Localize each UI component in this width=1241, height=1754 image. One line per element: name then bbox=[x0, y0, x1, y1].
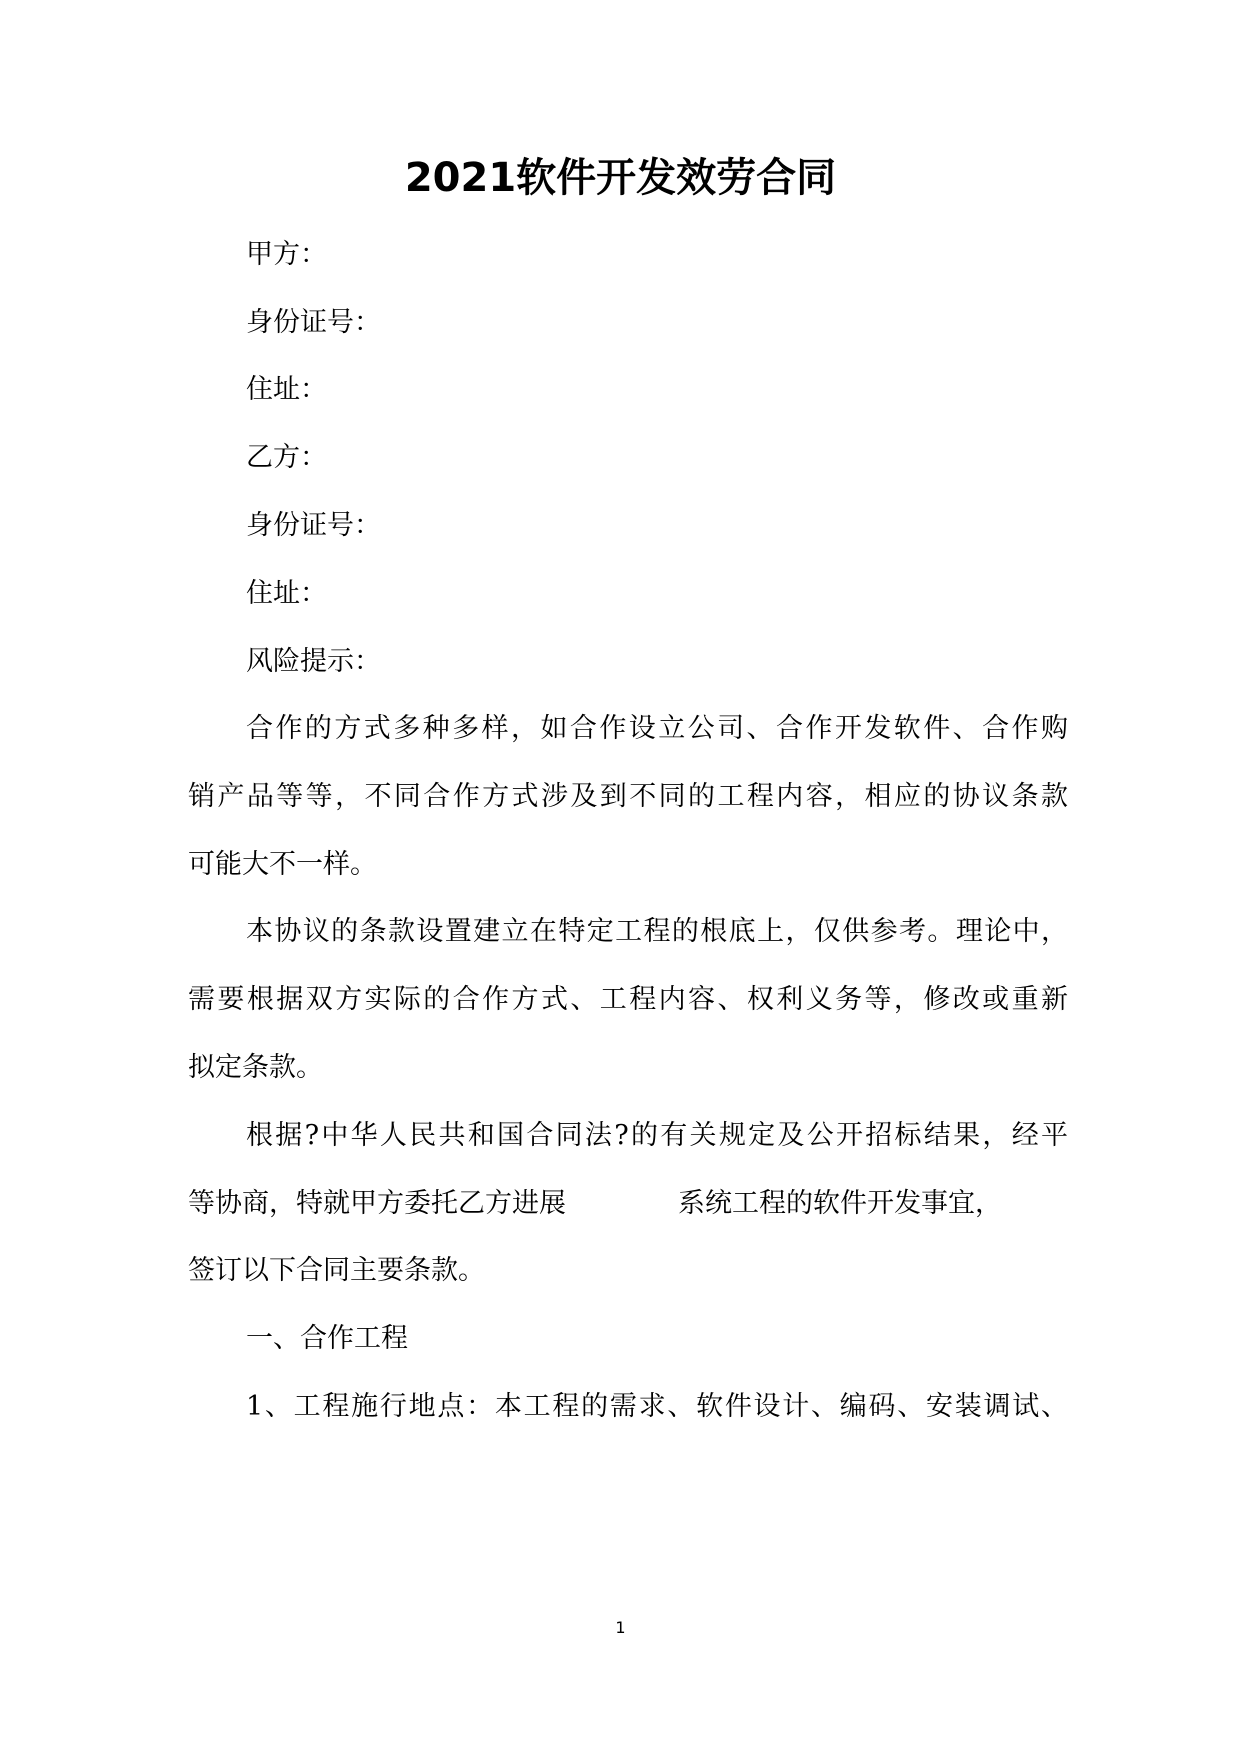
paragraph-line: 销产品等等，不同合作方式涉及到不同的工程内容，相应的协议条款 bbox=[188, 781, 1068, 812]
paragraph-line: 拟定条款。 bbox=[188, 1052, 323, 1083]
page-number: 1 bbox=[615, 1618, 626, 1637]
list-item: 1、工程施行地点：本工程的需求、软件设计、编码、安装调试、 bbox=[246, 1391, 1068, 1422]
section-heading: 一、合作工程 bbox=[246, 1323, 408, 1354]
paragraph-text: 等协商，特就甲方委托乙方进展 bbox=[188, 1188, 566, 1219]
paragraph-line: 本协议的条款设置建立在特定工程的根底上，仅供参考。理论中， bbox=[246, 916, 1068, 947]
field-party-a-id: 身份证号： bbox=[246, 307, 381, 338]
paragraph-line: 根据?中华人民共和国合同法?的有关规定及公开招标结果，经平 bbox=[246, 1120, 1068, 1151]
paragraph-text: 系统工程的软件开发事宜， bbox=[678, 1188, 1002, 1219]
document-title: 2021软件开发效劳合同 bbox=[404, 155, 837, 201]
field-party-a-address: 住址： bbox=[246, 374, 327, 405]
risk-notice-label: 风险提示： bbox=[246, 646, 381, 677]
field-party-a: 甲方： bbox=[246, 239, 327, 270]
paragraph-line: 可能大不一样。 bbox=[188, 849, 377, 880]
field-party-b-address: 住址： bbox=[246, 578, 327, 609]
paragraph-line: 签订以下合同主要条款。 bbox=[188, 1255, 485, 1286]
paragraph-line: 合作的方式多种多样，如合作设立公司、合作开发软件、合作购 bbox=[246, 713, 1068, 744]
field-party-b-id: 身份证号： bbox=[246, 510, 381, 541]
field-party-b: 乙方： bbox=[246, 442, 327, 473]
paragraph-line: 需要根据双方实际的合作方式、工程内容、权利义务等，修改或重新 bbox=[188, 984, 1068, 1015]
paragraph-line-with-blank bbox=[188, 1186, 1068, 1222]
